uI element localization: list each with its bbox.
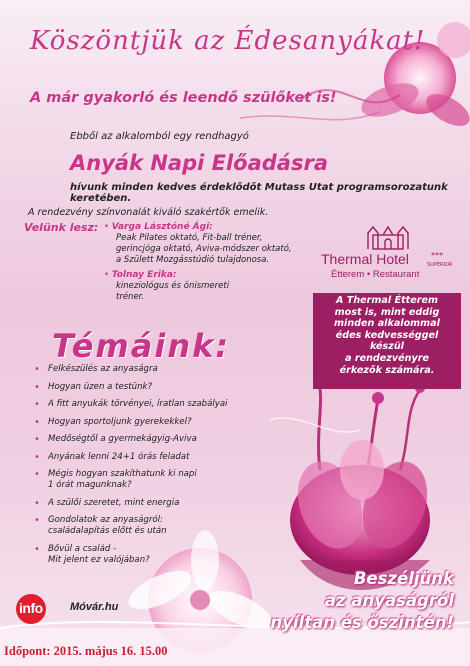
- intro-line-2: hívunk minden kedves érdeklődőt Mutass Utat programsorozatunk keretében.: [70, 182, 448, 204]
- hotel-stars: ***: [431, 251, 443, 260]
- speaker-desc: kineziológus és önismereti: [116, 281, 230, 291]
- speakers-label: Velünk lesz:: [24, 221, 99, 234]
- speaker-2: [104, 270, 229, 303]
- intro-line-3: A rendezvény színvonalát kiváló szakértők emelik.: [28, 207, 269, 218]
- hotel-message-line: most is, mint eddig: [334, 306, 440, 318]
- closing-line: nyíltan és őszintén!: [270, 613, 454, 632]
- list-item: • Bővül a család - Mit jelent ez valójában?: [34, 544, 274, 566]
- list-item: • Anyának lenni 24+1 órás feladat: [34, 452, 274, 463]
- intro-line-1: Ebből az alkalomból egy rendhagyó: [70, 131, 249, 142]
- list-item: • A fitt anyukák törvényei, íratlan szabályai: [34, 399, 274, 410]
- list-item: • Mégis hogyan szakíthatunk ki napi 1 órát magunknak?: [34, 469, 274, 491]
- list-item: • Felkészülés az anyaságra: [34, 364, 274, 375]
- hotel-message-line: minden alkalommal: [334, 318, 440, 330]
- speaker-desc: tréner.: [116, 292, 145, 302]
- list-item: • Hogyan sportoljunk gyerekekkel?: [34, 417, 274, 428]
- list-item: • A szülői szeretet, mint energia: [34, 498, 274, 509]
- list-item: • Gondolatok az anyaságról: családalapítás előtt és után: [34, 515, 274, 537]
- list-item: • Medőségtől a gyermekágyig-Aviva: [34, 434, 274, 445]
- hotel-name: Thermal Hotel: [321, 251, 409, 267]
- hotel-message-line: A Thermal Étterem: [336, 295, 438, 306]
- list-item: • Hogyan üzen a testünk?: [34, 382, 274, 393]
- topics-title: Témáink:: [52, 327, 231, 365]
- logo-info-text: info: [19, 600, 43, 616]
- closing-line: Beszéljünk: [353, 569, 454, 588]
- closing-message: [270, 568, 454, 634]
- bullet-icon: •: [104, 222, 112, 232]
- closing-line: az anyaságról: [324, 591, 454, 610]
- speaker-desc: Peak Pilates oktató, Fit-ball tréner,: [116, 233, 263, 243]
- page-title: Köszöntjük az Édesanyákat!: [30, 26, 426, 56]
- speaker-1: [104, 222, 292, 266]
- bullet-icon: •: [104, 270, 112, 280]
- hotel-message: [313, 293, 461, 389]
- event-date: Időpont: 2015. május 16. 15.00: [4, 644, 168, 658]
- hotel-message-line: érkezők számára.: [339, 364, 435, 376]
- hotel-message-line: édes kedvességgel: [335, 329, 439, 341]
- hotel-subtitle: Étterem • Restaurant: [331, 269, 420, 280]
- hotel-superior: SUPERIOR: [427, 262, 453, 268]
- speaker-desc: gerincjóga oktató, Aviva-módszer oktató,: [116, 244, 292, 254]
- hotel-message-line: a rendezvényre: [345, 352, 429, 364]
- page-subtitle: A már gyakorló és leendő szülőket is!: [30, 90, 337, 106]
- hotel-message-line: készül: [370, 341, 404, 353]
- speaker-name: Varga Lásztóné Ági:: [111, 222, 213, 232]
- topics-list: [34, 364, 274, 572]
- hotel-box: [313, 221, 461, 389]
- event-headline: Anyák Napi Előadásra: [70, 151, 328, 175]
- logo-site-text: Móvár.hu: [70, 601, 119, 613]
- speaker-desc: a Születt Mozgásstúdió tulajdonosa.: [116, 255, 270, 265]
- speaker-name: Tolnay Erika:: [111, 270, 177, 280]
